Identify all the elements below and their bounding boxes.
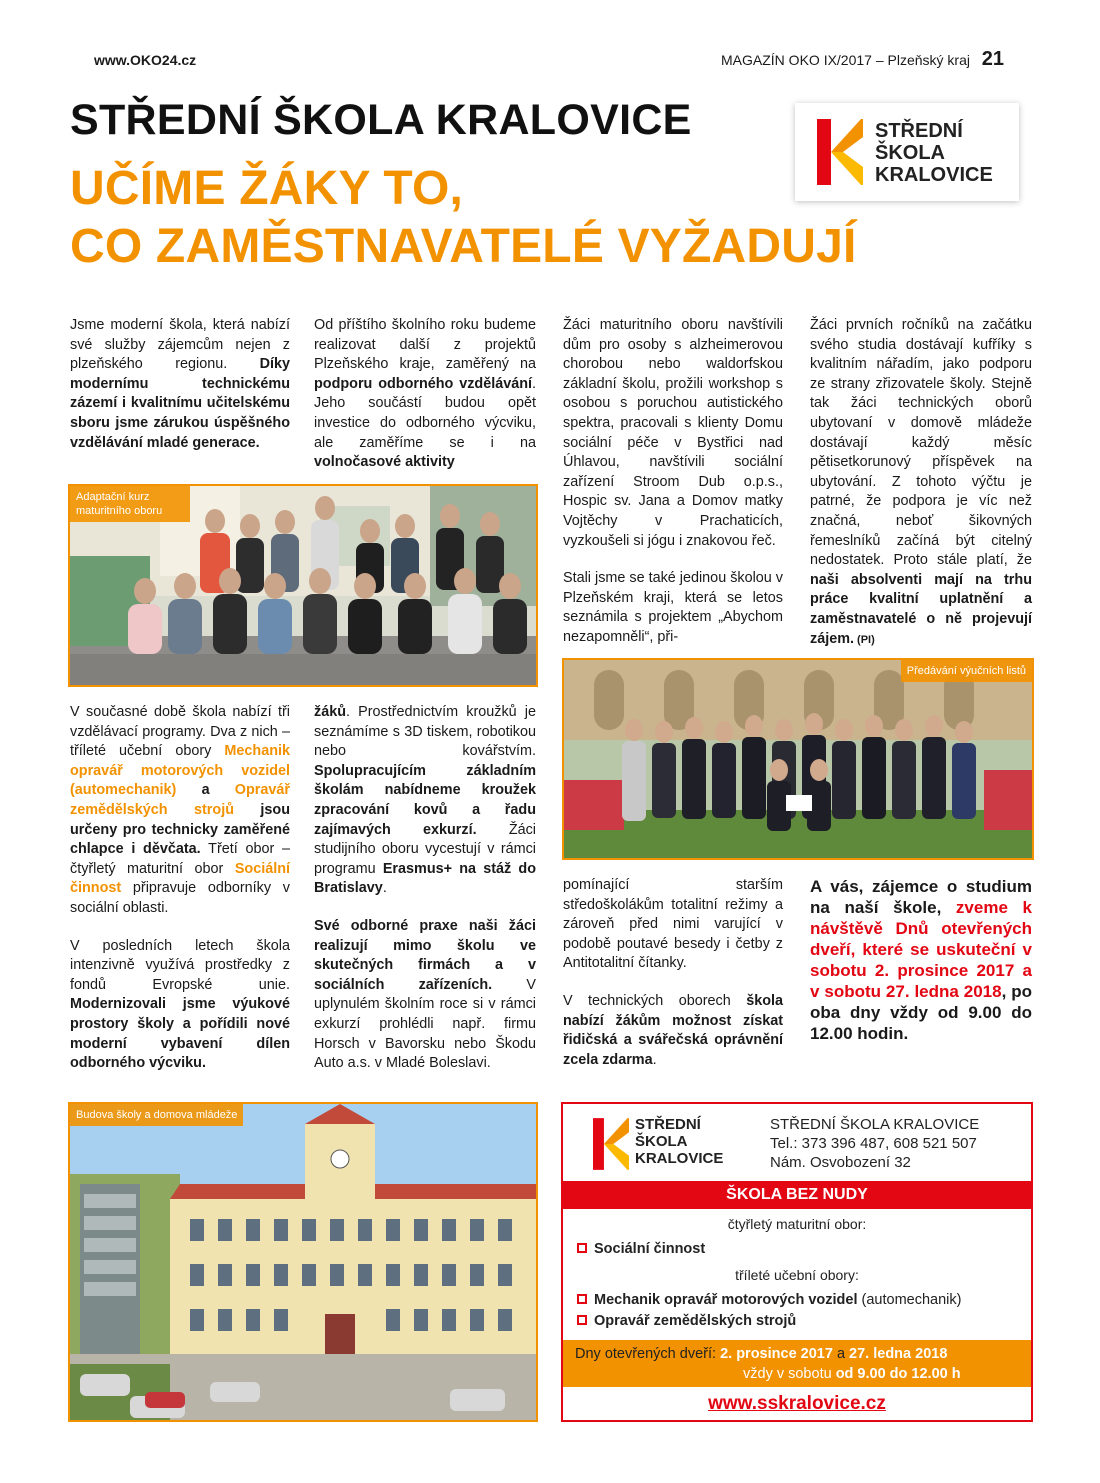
practice-text: V uplynulém školním roce si v rámci exkurzí prohlédli např. firmu Horsch v Bavorsku nebo Škodu Auto a.s. v Mladé Boleslavi. [314, 976, 536, 1072]
site-url[interactable]: www.OKO24.cz [94, 52, 197, 68]
programs-column [70, 703, 290, 1074]
photo-caption: Budova školy a domova mládeže [70, 1104, 243, 1126]
ad-item-label: Sociální činnost [594, 1241, 706, 1257]
eu-funds-text: V posledních letech škola intenzivně využívá prostředky z fondů Evropské unie. [70, 937, 290, 993]
programs-and: a [176, 782, 235, 799]
totalitarian-paragraph: pomínající starším středoškolákům totalitní režimy a zároveň před nimi varující v podobě poutavé besedy i četby z Antitotalitní čítanky. [563, 877, 783, 972]
slogan-line-1: UČÍME ŽÁKY TO, [70, 162, 464, 215]
logo-line-1: STŘEDNÍ [875, 120, 963, 142]
ad-item-label: Mechanik opravář motorových vozidel [594, 1292, 858, 1308]
school-building-photo [70, 1104, 536, 1420]
k-logo-icon [817, 119, 863, 185]
ad-logo-line-2: ŠKOLA [635, 1133, 688, 1150]
school-headline: STŘEDNÍ ŠKOLA KRALOVICE [70, 96, 692, 144]
open-hours-text: vždy v sobotu [743, 1366, 836, 1382]
ad-address: Nám. Osvobození 32 [770, 1154, 911, 1171]
slogan-line-2: CO ZAMĚSTNAVATELÉ VYŽADUJÍ [70, 220, 857, 273]
support-bold: naši absolventi mají na trhu práce kvalitní uplatnění a zaměstnavatelé o ně projevují zájem. [810, 571, 1032, 647]
project-text-2: . Jeho součástí budou opět investice do odborného výcviku, ale zaměříme se i na [314, 375, 536, 451]
ad-item-label: Opravář zemědělských strojů [594, 1313, 797, 1329]
visits-paragraph: Žáci maturitního oboru navštívili dům pro osoby s alzheimerovou chorobou nebo waldorfskou základní školu, prožili workshop s osobou s poruchou autistického spektra, pracovali s klienty Domu sociální péče v Bystřici nad Úhlavou, navštívili sociální zařízení Stroom Dub o.p.s., Hospic sv. Jana a Domov matky Vojtěchy v Prachaticích, vyzkoušeli si jógu i znakovou řeč. [563, 317, 783, 549]
licenses-text-2: . [652, 1051, 657, 1068]
activities-text-3: . [382, 880, 387, 897]
activities-text-2: Žáci studijního oboru vycestují v rámci programu [314, 821, 537, 877]
ad-subheading-maturita: čtyřletý maturitní obor: [727, 1216, 867, 1232]
practice-bold: Své odborné praxe naši žáci realizují mimo školu ve skutečných firmách a v sociálních zařízeních. [314, 917, 536, 993]
eu-funds-bold: Modernizovali jsme výukové prostory školy a pořídili nové moderní vybavení dílen odborného výcviku. [70, 996, 290, 1072]
programs-text-3: Třetí obor – čtyřletý maturitní obor [70, 841, 291, 877]
ad-item-social [577, 1241, 705, 1257]
magazine-info: MAGAZÍN OKO IX/2017 – Plzeňský kraj [721, 52, 970, 68]
k-logo-icon [593, 1118, 629, 1170]
slogan-headline [70, 160, 857, 276]
photo-caption: Předávání výučních listů [901, 660, 1032, 682]
photo-school-building [68, 1102, 538, 1422]
program-social: Sociální činnost [70, 860, 290, 897]
open-hours-bold: od 9.00 do 12.00 h [835, 1366, 961, 1382]
author-signature: (PI) [854, 633, 875, 646]
program-agriculture: Opravář zemědělských strojů [70, 782, 290, 818]
licenses-bold: škola nabízí žákům možnost získat řidičská a svářečská oprávnění zcela zdarma [563, 992, 783, 1068]
photo-caption: Adaptační kurz maturitního oboru [70, 486, 190, 522]
ad-logo-line-1: STŘEDNÍ [635, 1116, 701, 1133]
activities-bold-2: Erasmus+ na stáž do Bratislavy [314, 860, 537, 897]
programs-text-4: připravuje odborníky v sociální oblasti. [70, 880, 290, 916]
ad-open-days-line-2 [563, 1364, 1031, 1384]
ad-school-name: STŘEDNÍ ŠKOLA KRALOVICE [770, 1116, 980, 1133]
ad-logo-text [635, 1116, 723, 1167]
programs-text-1: V současné době škola nabízí tři vzdělávací programy. Dva z nich – tříleté učební obory [70, 704, 290, 760]
ad-logo [593, 1116, 743, 1176]
licenses-paragraph [563, 992, 783, 1070]
ad-item-mechanic [577, 1292, 961, 1308]
practice-paragraph [314, 917, 536, 1074]
project-paragraph [314, 316, 536, 473]
ad-website-link[interactable]: www.sskralovice.cz [708, 1393, 886, 1414]
open-days-label: Dny otevřených dveří: [575, 1346, 721, 1362]
project-remember-paragraph: Stali jsme se také jedinou školou v Plzeňském kraji, která se letos seznámila s projektem „Abychom nezapomněli“, při- [563, 570, 783, 645]
checkbox-icon [577, 1294, 587, 1304]
project-bold-1: podporu odborného vzdělávání [314, 375, 532, 392]
programs-bold: jsou určeny pro technicky zaměřené chlapce i děvčata. [70, 801, 290, 858]
intro-text: Jsme moderní škola, která nabízí své služby zájemcům nejen z plzeňského regionu. [70, 317, 290, 373]
ad-contact [770, 1115, 979, 1172]
invitation-text-2: , po oba dny vždy od 9.00 do 12.00 hodin. [810, 982, 1032, 1043]
graduates-group-photo [564, 660, 1032, 858]
invitation-dates: zveme k návštěvě Dnů otevřených dveří, které se uskuteční v sobotu 2. prosince 2017 a v sobotu 27. ledna 2018 [810, 898, 1032, 1001]
open-date-2: 27. ledna 2018 [849, 1346, 948, 1362]
logo-line-3: KRALOVICE [875, 164, 993, 186]
logo-line-2: ŠKOLA [875, 142, 945, 164]
school-ad-box [561, 1102, 1033, 1422]
checkbox-icon [577, 1243, 587, 1253]
support-text: Žáci prvních ročníků na začátku svého studia dostávají kufříky s kvalitním nářadím, jako podporu ze strany zřizovatele školy. Stejně tak žáci technických oborů ubytovaní v domově mládeže dostávají každý měsíc pětisetkorunový příspěvek na ubytování. Z tohoto výčtu je patrné, že podpora je víc než značná, neboť šikovných řemeslníků začíná být citelný nedostatek. Proto stále platí, že [810, 317, 1032, 569]
activities-bold-1: Spolupracujícím základním školám nabídneme kroužek zpracování kovů a řadu zajímavých exkurzí. [314, 762, 536, 838]
page-number: 21 [981, 48, 1004, 70]
ad-item-agriculture [577, 1313, 796, 1329]
intro-bold: Díky modernímu technickému zázemí i kvalitnímu učitelskému sboru jsme zárukou úspěšného vzdělávání mladé generace. [70, 356, 290, 451]
checkbox-icon [577, 1315, 587, 1325]
licenses-text-1: V technických oborech [563, 992, 747, 1009]
licenses-column [563, 876, 783, 1070]
programs-paragraph [70, 703, 290, 919]
open-date-1: 2. prosince 2017 [720, 1346, 833, 1362]
ad-phone[interactable]: Tel.: 373 396 487, 608 521 507 [770, 1135, 977, 1152]
activities-paragraph [314, 703, 536, 899]
school-logo [795, 103, 1019, 201]
ad-item-note: (automechanik) [857, 1292, 962, 1308]
invitation-text-1: A vás, zájemce o studium na naší škole, [810, 877, 1032, 917]
eu-funds-paragraph [70, 937, 290, 1074]
ad-open-days [563, 1340, 1031, 1387]
logo-text [875, 120, 993, 186]
open-day-invitation [810, 876, 1032, 1044]
program-mechanic: Mechanik opravář motorových vozidel (automechanik) [70, 743, 290, 799]
activities-column [314, 703, 536, 1074]
photo-adaptation-course [68, 484, 538, 687]
project-bold-2: volnočasové aktivity [314, 454, 455, 471]
photo-certificates [562, 658, 1034, 860]
open-and: a [832, 1346, 850, 1362]
ad-logo-line-3: KRALOVICE [635, 1150, 724, 1167]
project-text-1: Od příštího školního roku budeme realizovat další z projektů Plzeňského kraje, zaměřený na [314, 317, 536, 373]
activities-bold-0: žáků [314, 704, 346, 720]
support-paragraph [810, 316, 1032, 650]
activities-text-1: . Prostřednictvím kroužků je seznámíme s 3D tiskem, robotikou nebo kovářstvím. [314, 704, 536, 760]
ad-open-days-line-1 [563, 1344, 1031, 1364]
intro-paragraph [70, 316, 290, 453]
ad-banner: ŠKOLA BEZ NUDY [563, 1181, 1031, 1209]
ad-subheading-vocational: tříleté učební obory: [735, 1267, 859, 1283]
visits-column [563, 316, 783, 648]
